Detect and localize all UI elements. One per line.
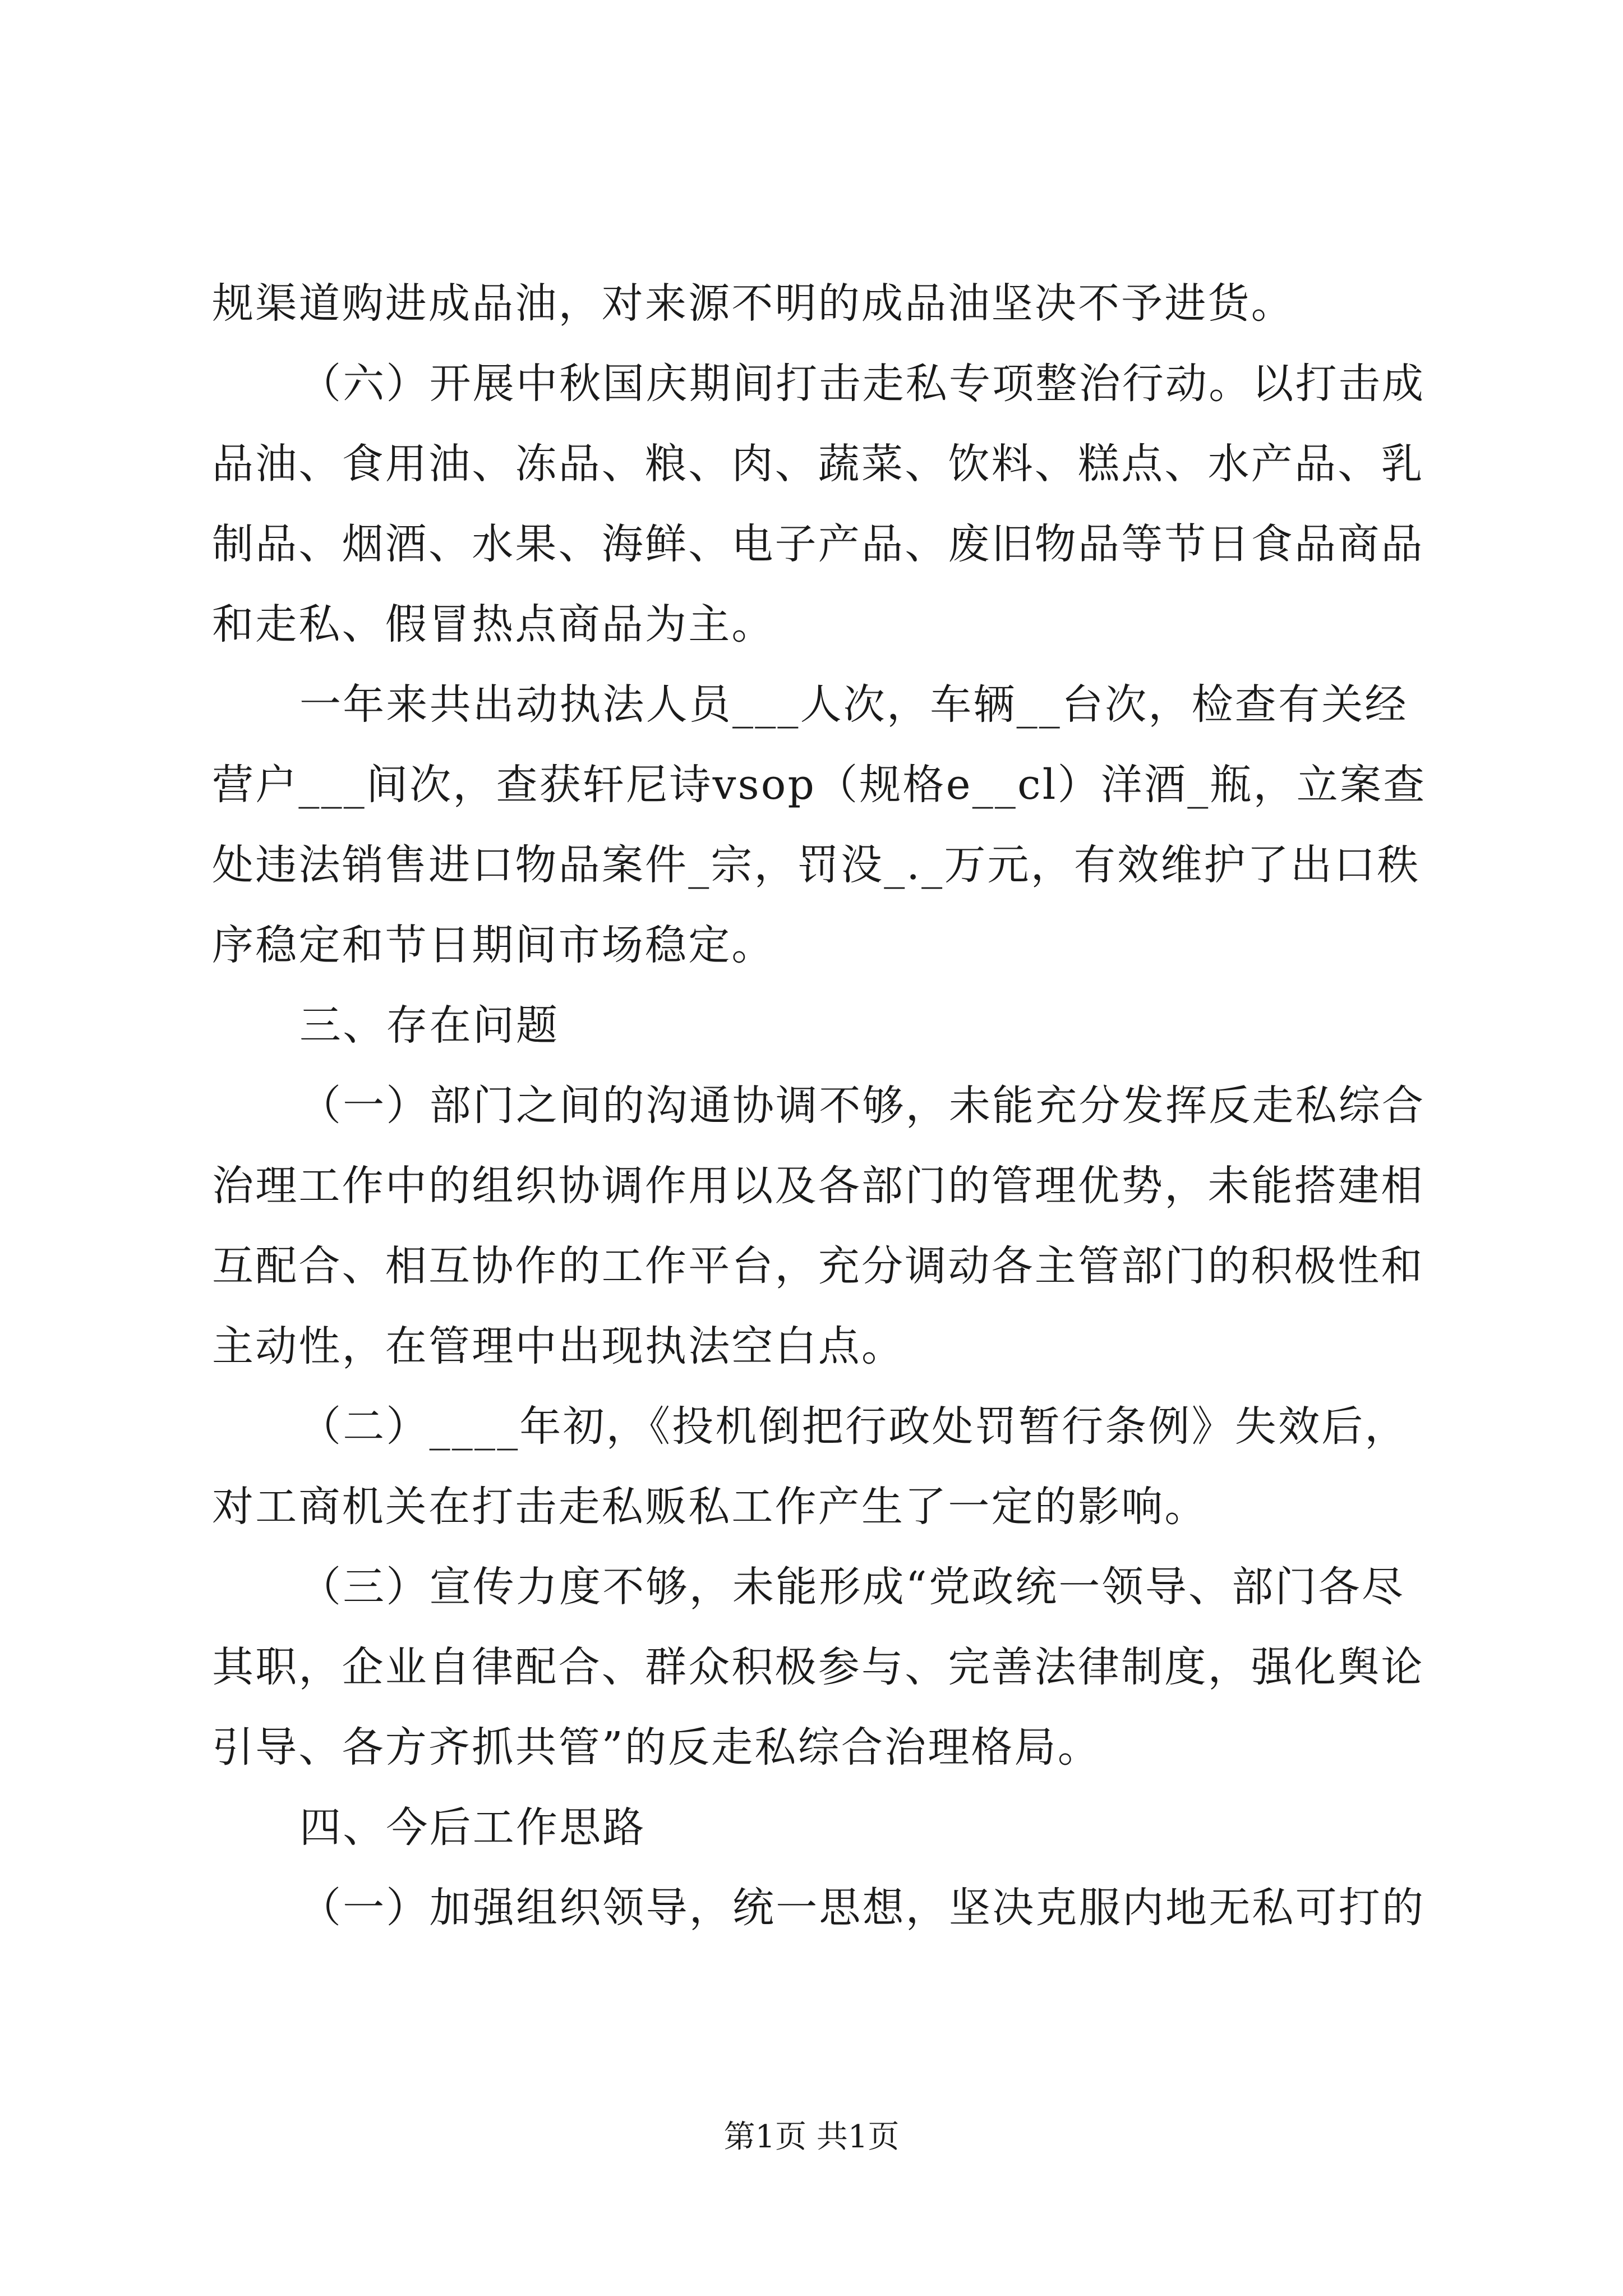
text-line-14: 主动性，在管理中出现执法空白点。 (212, 1322, 905, 1370)
text-line-13: 互配合、相互协作的工作平台，充分调动各主管部门的积极性和 (212, 1242, 1424, 1290)
page-footer: 第1页 共1页 (723, 2119, 900, 2155)
text-line-18: 其职，企业自律配合、群众积极参与、完善法律制度，强化舆论 (212, 1643, 1424, 1691)
text-line-2: （六）开展中秋国庆期间打击走私专项整治行动。以打击成 (299, 360, 1426, 408)
text-line-16: 对工商机关在打击走私贩私工作产生了一定的影响。 (212, 1483, 1208, 1531)
text-line-8: 处违法销售进口物品案件_宗，罚没_._万元，有效维护了出口秩 (212, 841, 1421, 889)
text-line-15: （二）____年初，《投机倒把行政处罚暂行条例》失效后， (299, 1402, 1408, 1451)
text-line-1: 规渠道购进成品油，对来源不明的成品油坚决不予进货。 (212, 279, 1294, 328)
section-heading-future-work: 四、今后工作思路 (299, 1803, 646, 1852)
text-line-19: 引导、各方齐抓共管”的反走私综合治理格局。 (212, 1723, 1101, 1772)
text-line-9: 序稳定和节日期间市场稳定。 (212, 921, 775, 969)
text-line-12: 治理工作中的组织协调作用以及各部门的管理优势，未能搭建相 (212, 1162, 1424, 1210)
text-line-21: （一）加强组织领导，统一思想，坚决克服内地无私可打的 (299, 1884, 1426, 1932)
document-body (212, 264, 1429, 1948)
text-line-3: 品油、食用油、冻品、粮、肉、蔬菜、饮料、糕点、水产品、乳 (212, 440, 1424, 488)
text-line-5: 和走私、假冒热点商品为主。 (212, 600, 775, 648)
text-line-17: （三）宣传力度不够，未能形成“党政统一领导、部门各尽 (299, 1563, 1405, 1611)
section-heading-problems: 三、存在问题 (299, 1001, 560, 1050)
text-line-7: 营户___间次，查获轩尼诗vsop（规格e__cl）洋酒_瓶，立案查 (212, 761, 1427, 809)
text-line-6: 一年来共出动执法人员___人次，车辆__台次，检查有关经 (299, 680, 1408, 729)
text-line-4: 制品、烟酒、水果、海鲜、电子产品、废旧物品等节日食品商品 (212, 520, 1424, 568)
text-line-11: （一）部门之间的沟通协调不够，未能充分发挥反走私综合 (299, 1082, 1426, 1130)
